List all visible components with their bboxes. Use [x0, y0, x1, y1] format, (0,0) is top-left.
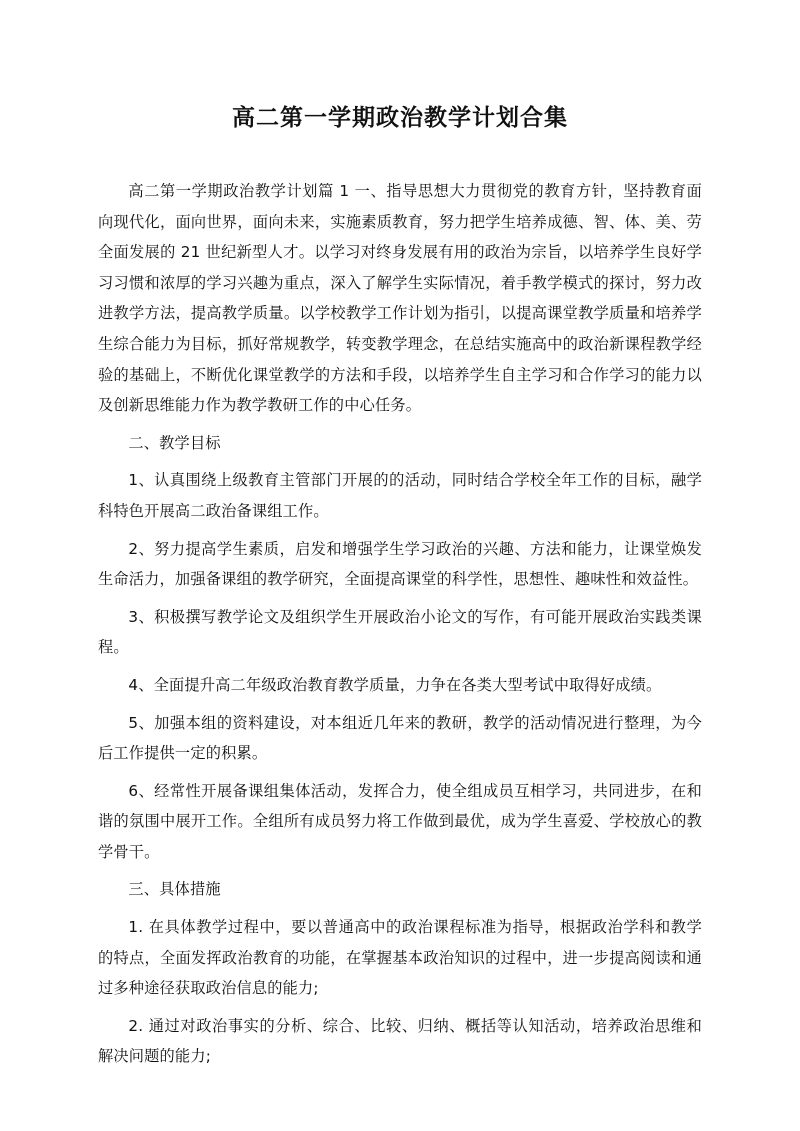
- measure-item-2: 2. 通过对政治事实的分析、综合、比较、归纳、概括等认知活动，培养政治思维和解决问题的能力;: [98, 1016, 702, 1066]
- section-heading-measures: 三、具体措施: [128, 880, 221, 899]
- goal-item-3: 3、积极撰写教学论文及组织学生开展政治小论文的写作，有可能开展政治实践类课程。: [98, 607, 702, 657]
- document-body: [98, 176, 702, 1072]
- goal-item-6: 6、经常性开展备课组集体活动，发挥合力，使全组成员互相学习，共同进步，在和谐的氛围中展开工作。全组所有成员努力将工作做到最优，成为学生喜爱、学校放心的教学骨干。: [98, 781, 702, 861]
- document-title: 高二第一学期政治教学计划合集: [232, 105, 568, 131]
- goal-item-4: 4、全面提升高二年级政治教育教学质量，力争在各类大型考试中取得好成绩。: [128, 675, 662, 694]
- goal-item-2: 2、努力提高学生素质，启发和增强学生学习政治的兴趣、方法和能力，让课堂焕发生命活力，加强备课组的教学研究，全面提高课堂的科学性，思想性、趣味性和效益性。: [98, 539, 702, 589]
- goal-item-1: 1、认真围绕上级教育主管部门开展的的活动，同时结合学校全年工作的目标，融学科特色开展高二政治备课组工作。: [98, 471, 702, 520]
- section-heading-teaching-goals: 二、教学目标: [128, 433, 221, 452]
- measure-item-1: 1. 在具体教学过程中，要以普通高中的政治课程标准为指导，根据政治学科和教学的特点，全面发挥政治教育的功能，在掌握基本政治知识的过程中，进一步提高阅读和通过多种途径获取政治信息的能力;: [98, 918, 702, 998]
- intro-paragraph: 高二第一学期政治教学计划篇 1 一、指导思想大力贯彻党的教育方针，坚持教育面向现代化，面向世界，面向未来，实施素质教育，努力把学生培养成德、智、体、美、劳全面发展的 21 世纪新型人才。以学习对终身发展有用的政治为宗旨，以培养学生良好学习习惯和浓厚的学习兴趣为重点，深入了解学生实际情况，着手教学模式的探讨，努力改进教学方法，提高教学质量。以学校教学工作计划为指引，以提高课堂教学质量和培养学生综合能力为目标，抓好常规教学，转变教学理念，在总结实施高中的政治新课程教学经验的基础上，不断优化课堂教学的方法和手段，以培养学生自主学习和合作学习的能力以及创新思维能力作为教学教研工作的中心任务。: [98, 182, 702, 415]
- goal-item-5: 5、加强本组的资料建设，对本组近几年来的教研，教学的活动情况进行整理，为今后工作提供一定的积累。: [98, 713, 702, 763]
